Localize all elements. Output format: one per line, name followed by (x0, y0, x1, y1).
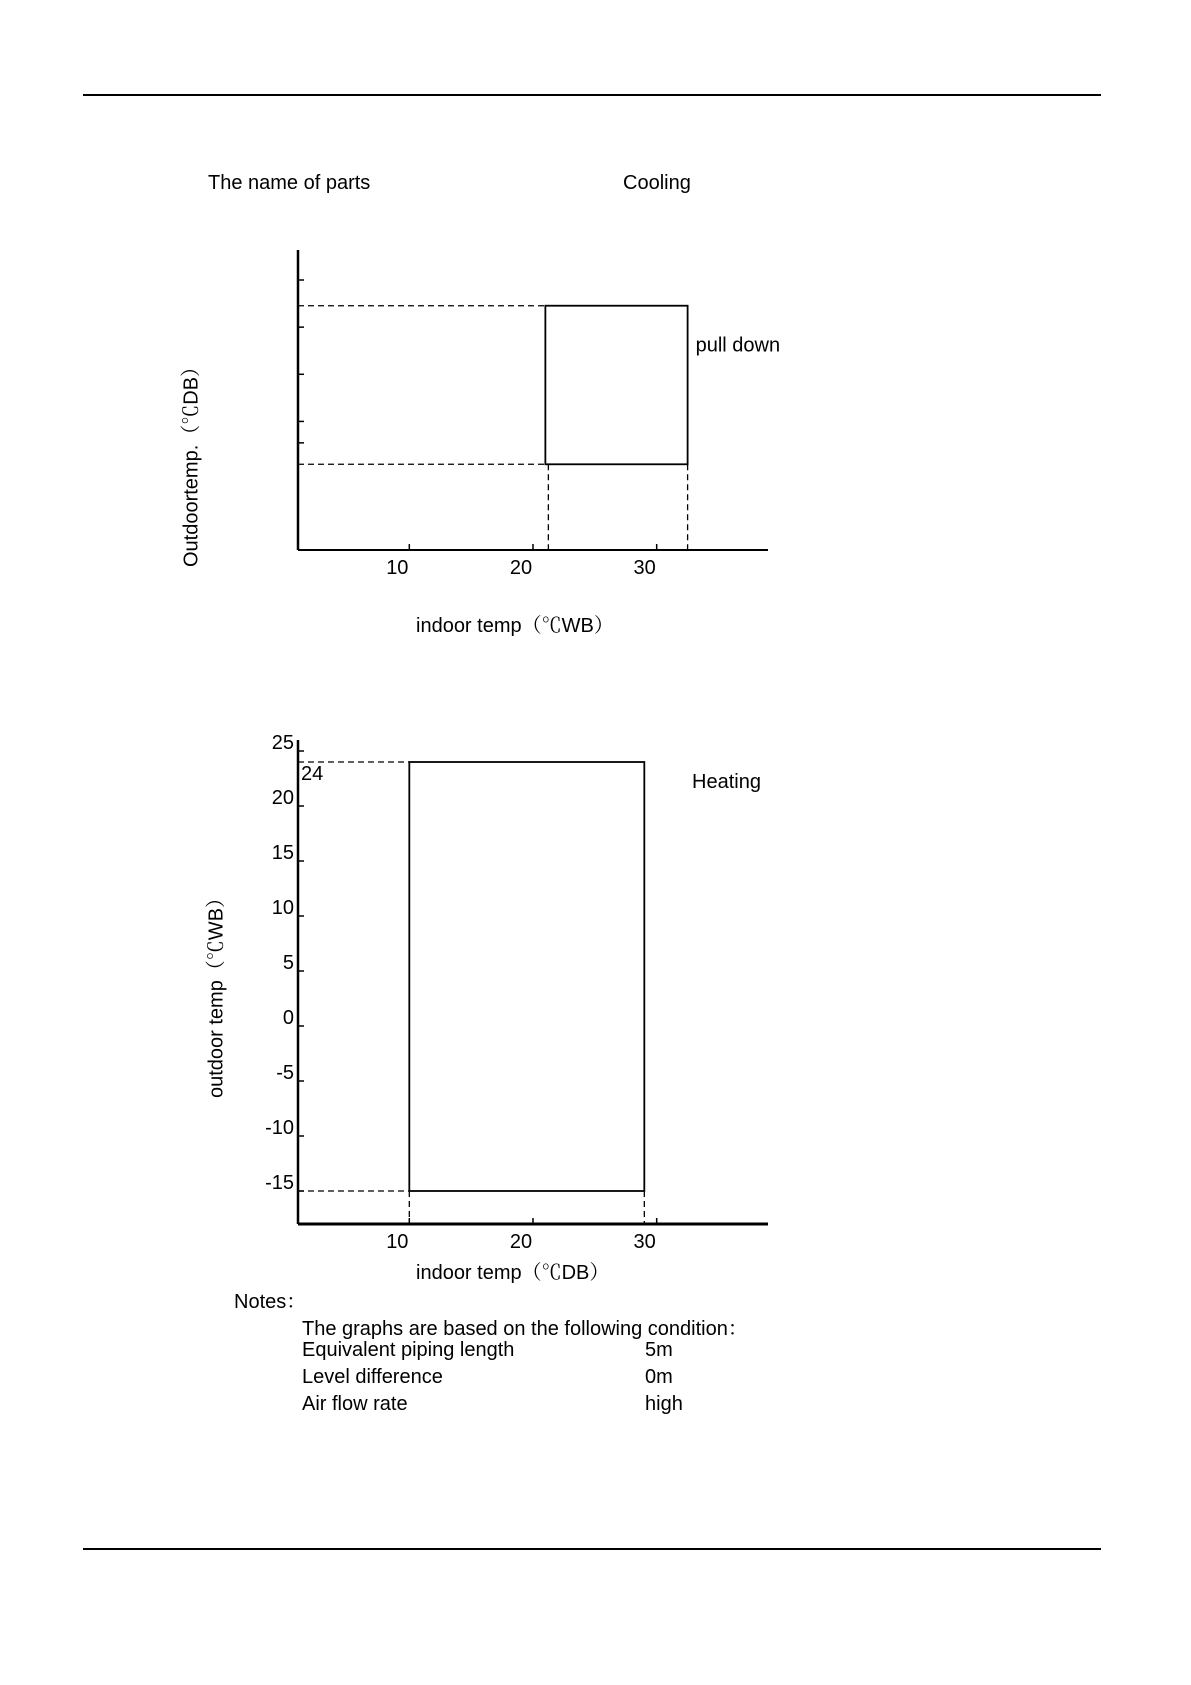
y-tick-label: -5 (276, 1062, 294, 1084)
region-annotation: 24 (301, 763, 324, 785)
y-tick-label: -15 (265, 1172, 294, 1194)
y-tick-label: 25 (271, 732, 294, 754)
x-tick-label: 20 (509, 557, 533, 579)
x-tick-label: 10 (386, 557, 409, 579)
y-tick-label: 15 (271, 842, 294, 864)
heating-x-axis-label: indoor temp（℃DB） (416, 1262, 610, 1284)
cooling-chart (0, 230, 800, 630)
footer-rule (83, 1548, 1101, 1550)
x-tick-label: 30 (633, 557, 656, 579)
y-tick-label: -10 (265, 1117, 294, 1139)
cooling-x-axis-label: indoor temp（℃WB） (416, 615, 614, 637)
heating-chart-title: Heating (692, 771, 761, 793)
operating-region (545, 306, 687, 465)
y-tick-label: 10 (271, 897, 294, 919)
x-tick-label: 20 (509, 1231, 533, 1253)
notes-row-label: Equivalent piping length (302, 1339, 515, 1361)
y-tick-label: 20 (271, 787, 294, 809)
cooling-y-axis-label: Outdoortemp.（℃DB） (180, 356, 203, 568)
x-tick-label: 30 (633, 1231, 656, 1253)
heating-y-axis-label: outdoor temp（℃WB） (205, 887, 228, 1099)
operating-region (409, 762, 644, 1191)
header-rule (83, 94, 1101, 96)
notes-intro: The graphs are based on the following condition： (302, 1318, 748, 1340)
notes-row-label: Air flow rate (302, 1393, 408, 1415)
cooling-mode-label: Cooling (623, 172, 691, 194)
notes-row-label: Level difference (302, 1366, 443, 1388)
notes-row-value: high (645, 1393, 683, 1415)
y-tick-label: 0 (282, 1007, 294, 1029)
notes-row-value: 0m (645, 1366, 673, 1388)
x-tick-label: 10 (386, 1231, 409, 1253)
parts-name-label: The name of parts (208, 172, 371, 194)
notes-row-value: 5m (645, 1339, 673, 1361)
notes-title: Notes： (234, 1291, 307, 1313)
heating-chart (0, 730, 800, 1253)
y-tick-label: 5 (282, 952, 294, 974)
region-annotation: pull down (695, 334, 781, 357)
